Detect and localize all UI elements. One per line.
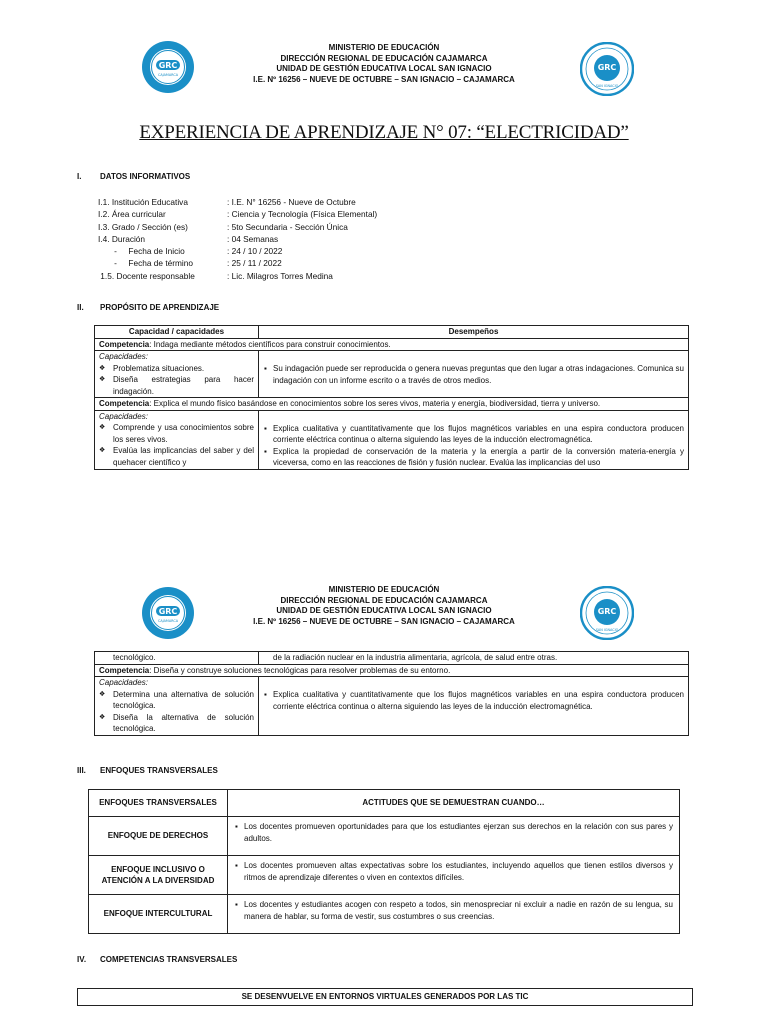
section-number: III. [77,766,86,775]
enfoque-text: ▪ Los docentes y estudiantes acogen con respeto a todos, sin menospreciar ni excluir a nadie en razón de su lengua, su manera de hablar, su forma de vestir, sus costumbres o sus creencias. [234,899,673,922]
svg-text:SAN IGNACIO: SAN IGNACIO [595,84,619,88]
section-number: II. [77,303,84,312]
list-item: ❖ Diseña la alternativa de solución tecnológica. [99,712,254,735]
competencias-table [77,988,693,1006]
table-row [95,652,689,665]
desempenos-cell [259,652,689,665]
svg-text:GRC: GRC [597,607,617,616]
header-line-2: DIRECCIÓN REGIONAL DE EDUCACIÓN CAJAMARCA [280,53,488,63]
table-header-row [89,790,680,817]
list-item: ▪ Explica cualitativa y cuantitativamente que los flujos magnéticos variables en una espira conductora producen corriente eléctrica continua o alterna siguiendo las leyes de la inducción electromagnética. [263,423,684,446]
competencia-text: : Explica el mundo físico basándose en conocimientos sobre los seres vivos, materia y energía, biodiversidad, tierra y universo. [149,399,601,408]
info-label: I.3. Grado / Sección (es) [98,221,188,232]
competencia-label: Competencia [99,339,150,349]
list-item: ▪ Explica cualitativa y cuantitativamente que los flujos magnéticos variables en una espira conductora producen corriente eléctrica continua o alterna siguiendo las leyes de la inducción electromagnética. [263,689,684,712]
info-label: - Fecha de Inicio [98,246,185,257]
column-header: ENFOQUES TRANSVERSALES [89,790,228,817]
list-item: ❖ Evalúa las implicancias del saber y del quehacer científico y [99,445,254,468]
list-item: ❖ Determina una alternativa de solución tecnológica. [99,689,254,712]
list-item: ❖ Comprende y usa conocimientos sobre los seres vivos. [99,422,254,445]
section-heading-3 [77,766,377,778]
page-header [0,43,768,85]
competencia-label: Competencia [99,399,150,408]
competencia-cell [95,338,689,351]
header-line-3: UNIDAD DE GESTIÓN EDUCATIVA LOCAL SAN IGNACIO [276,64,492,73]
competencia-text: : Indaga mediante métodos científicos para construir conocimientos. [149,339,391,349]
info-label: 1.5. Docente responsable [98,270,195,281]
list-item-continued: tecnológico. [113,653,156,662]
enfoque-name: ENFOQUE INTERCULTURAL [89,895,228,934]
page-header [0,585,768,627]
info-label: I.2. Área curricular [98,209,166,220]
info-value: : 25 / 11 / 2022 [227,258,282,269]
proposito-table [94,325,689,470]
table-row [89,856,680,895]
list-item: ❖ Problematiza situaciones. [99,363,254,375]
enfoque-text-cell [228,895,680,934]
list-item-continued: de la radiación nuclear en la industria alimentaria, agrícola, de salud entre otras. [273,653,558,662]
svg-text:SAN IGNACIO: SAN IGNACIO [595,628,619,632]
column-header: Capacidad / capacidades [95,326,259,339]
section-heading-2 [77,303,377,315]
info-value: : I.E. N° 16256 - Nueve de Octubre [227,197,356,207]
list-item: ❖ Diseña estrategias para hacer indagación. [99,374,254,397]
capacidades-cell [95,351,259,398]
svg-text:GRC: GRC [158,61,178,70]
competencia-text: : Diseña y construye soluciones tecnológicas para resolver problemas de su entorno. [149,665,451,675]
section-number: I. [77,172,82,181]
enfoque-text: ▪ Los docentes promueven oportunidades para que los estudiantes ejerzan sus derechos en la relación con sus pares y adultos. [234,821,673,844]
desempenos-cell [259,351,689,398]
info-value: : 04 Semanas [227,233,279,244]
enfoque-text-cell [228,817,680,856]
desempenos-cell [259,677,689,736]
section-title: ENFOQUES TRANSVERSALES [100,766,218,775]
competencia-row [95,338,689,351]
table-row [95,410,689,469]
section-heading-4 [77,955,377,967]
capacidades-cell [95,652,259,665]
competencia-label: Competencia [99,665,150,675]
table-row [89,817,680,856]
capacidades-cell [95,677,259,736]
proposito-table-continued [94,651,689,736]
competencia-cell [95,664,689,677]
competencia-cell [95,398,689,411]
enfoques-table [88,789,680,934]
competencia-row [95,398,689,411]
capacidades-label: Capacidades: [99,678,148,687]
section-title: COMPETENCIAS TRANSVERSALES [100,955,238,964]
svg-text:CAJAMARCA: CAJAMARCA [157,619,179,623]
enfoque-text: ▪ Los docentes promueven altas expectativas sobre los estudiantes, incluyendo aquellos que tienen estilos diversos y ritmos de aprendizaje diferentes o viven en contextos difíciles. [234,860,673,883]
header-line-2: DIRECCIÓN REGIONAL DE EDUCACIÓN CAJAMARCA [280,595,488,605]
header-line-4: I.E. Nº 16256 – NUEVE DE OCTUBRE – SAN IGNACIO – CAJAMARCA [253,74,515,84]
section-title: DATOS INFORMATIVOS [100,172,191,181]
list-item: ▪ Su indagación puede ser reproducida o genera nuevas preguntas que den lugar a otras indagaciones. Comunica su indagación con un informe escrito o a través de otros medios. [263,363,684,386]
section-number: IV. [77,955,87,964]
header-line-4: I.E. Nº 16256 – NUEVE DE OCTUBRE – SAN IGNACIO – CAJAMARCA [253,616,515,626]
document-title: EXPERIENCIA DE APRENDIZAJE N° 07: “ELECTRICIDAD” [139,122,629,143]
header-line-1: MINISTERIO DE EDUCACIÓN [328,43,440,52]
info-value: : 24 / 10 / 2022 [227,246,283,257]
capacidades-label: Capacidades: [99,352,148,361]
info-label: - Fecha de término [98,258,193,269]
list-item: ▪ Explica la propiedad de conservación de la materia y la energía a partir de la conversión materia-energía y viceversa, como en las reacciones de fisión y fusión nuclear. Evalúa las implicancias del uso [263,446,684,469]
table-row [89,895,680,934]
table-row [95,677,689,736]
column-header: ACTITUDES QUE SE DEMUESTRAN CUANDO… [228,790,680,817]
info-value: : Ciencia y Tecnología (Física Elemental) [227,209,378,220]
enfoque-name: ENFOQUE DE DERECHOS [89,817,228,856]
capacidades-cell [95,410,259,469]
header-line-1: MINISTERIO DE EDUCACIÓN [328,585,440,594]
table-row [95,351,689,398]
svg-text:CAJAMARCA: CAJAMARCA [157,73,179,77]
svg-text:GRC: GRC [158,607,178,616]
info-label: I.4. Duración [98,233,146,244]
capacidades-label: Capacidades: [99,411,148,421]
svg-text:GRC: GRC [597,63,617,72]
info-label: I.1. Institución Educativa [98,197,188,207]
info-value: : Lic. Milagros Torres Medina [227,270,333,281]
competencia-transversal: SE DESENVUELVE EN ENTORNOS VIRTUALES GENERADOS POR LAS TIC [78,989,693,1006]
enfoque-text-cell [228,856,680,895]
table-header-row [95,326,689,339]
competencia-row [95,664,689,677]
column-header: Desempeños [259,326,689,339]
info-value: : 5to Secundaria - Sección Única [227,221,348,232]
section-heading-1 [77,172,377,184]
desempenos-cell [259,410,689,469]
table-row [78,989,693,1006]
enfoque-name: ENFOQUE INCLUSIVO O ATENCIÓN A LA DIVERSIDAD [89,856,228,895]
section-title: PROPÓSITO DE APRENDIZAJE [100,303,220,312]
header-line-3: UNIDAD DE GESTIÓN EDUCATIVA LOCAL SAN IGNACIO [276,606,492,615]
